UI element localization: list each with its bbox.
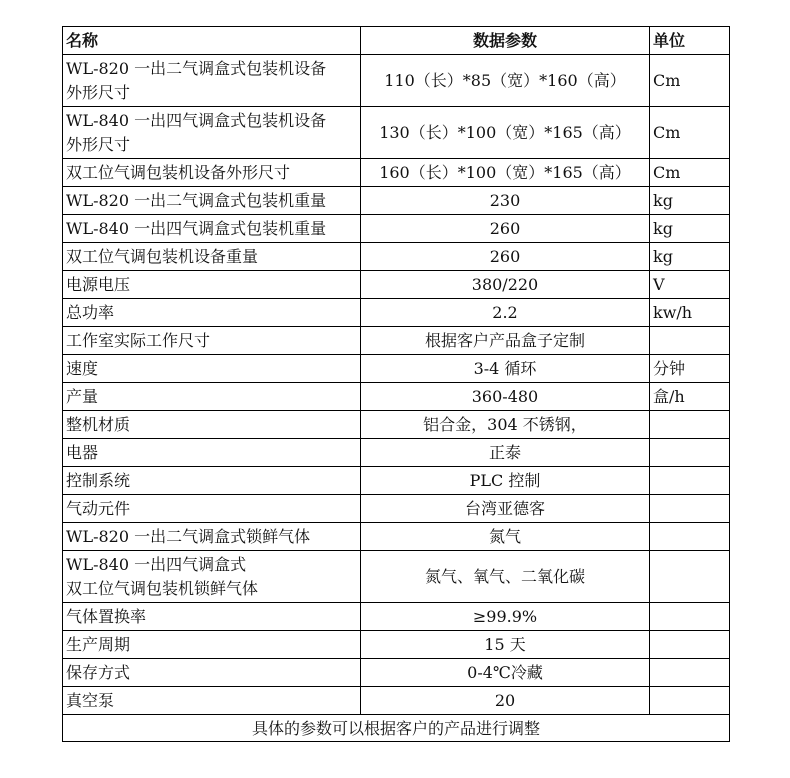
row-value: 铝合金，304 不锈钢，	[361, 411, 650, 439]
row-unit	[650, 439, 730, 467]
row-name	[63, 551, 361, 603]
row-value: 氮气、氧气、二氧化碳	[361, 551, 650, 603]
row-unit	[650, 327, 730, 355]
table-row	[63, 659, 730, 687]
table-row	[63, 439, 730, 467]
row-value: 230	[361, 187, 650, 215]
row-name: 总功率	[63, 299, 361, 327]
row-name-line: 双工位气调包装机锁鲜气体	[66, 578, 259, 598]
row-value: 360-480	[361, 383, 650, 411]
header-value: 数据参数	[361, 27, 650, 55]
table-row	[63, 215, 730, 243]
table-row	[63, 411, 730, 439]
row-value: 3-4 循环	[361, 355, 650, 383]
table-row	[63, 603, 730, 631]
row-name: 电源电压	[63, 271, 361, 299]
row-name: 整机材质	[63, 411, 361, 439]
row-value: ≥99.9%	[361, 603, 650, 631]
row-name: WL-840 一出四气调盒式包装机重量	[63, 215, 361, 243]
table-footer-row	[63, 715, 730, 742]
row-name	[63, 55, 361, 107]
row-value: 台湾亚德客	[361, 495, 650, 523]
row-value: 20	[361, 687, 650, 715]
spec-table	[62, 26, 730, 742]
row-name: 气体置换率	[63, 603, 361, 631]
table-row	[63, 467, 730, 495]
table-row	[63, 159, 730, 187]
row-unit: kg	[650, 215, 730, 243]
table-row	[63, 299, 730, 327]
row-value: 130（长）*100（宽）*165（高）	[361, 107, 650, 159]
row-unit	[650, 687, 730, 715]
row-unit: Cm	[650, 159, 730, 187]
row-name: 气动元件	[63, 495, 361, 523]
row-unit	[650, 603, 730, 631]
row-name: 控制系统	[63, 467, 361, 495]
row-unit: kw/h	[650, 299, 730, 327]
row-unit: 盒/h	[650, 383, 730, 411]
row-value: 380/220	[361, 271, 650, 299]
row-name: 双工位气调包装机设备重量	[63, 243, 361, 271]
row-unit: Cm	[650, 55, 730, 107]
table-row	[63, 383, 730, 411]
row-unit	[650, 659, 730, 687]
row-name: 真空泵	[63, 687, 361, 715]
row-value: PLC 控制	[361, 467, 650, 495]
row-value: 15 天	[361, 631, 650, 659]
row-value: 260	[361, 215, 650, 243]
table-row	[63, 243, 730, 271]
table-row	[63, 523, 730, 551]
row-name: 速度	[63, 355, 361, 383]
header-name: 名称	[63, 27, 361, 55]
row-value: 2.2	[361, 299, 650, 327]
table-header-row	[63, 27, 730, 55]
row-name-line: WL-840 一出四气调盒式包装机设备	[66, 110, 327, 130]
row-value: 正泰	[361, 439, 650, 467]
row-name-line: 外形尺寸	[66, 134, 131, 154]
table-row	[63, 551, 730, 603]
row-value: 根据客户产品盒子定制	[361, 327, 650, 355]
row-name: WL-820 一出二气调盒式包装机重量	[63, 187, 361, 215]
row-name	[63, 107, 361, 159]
row-unit	[650, 631, 730, 659]
row-value: 260	[361, 243, 650, 271]
header-unit: 单位	[650, 27, 730, 55]
row-name-line: 外形尺寸	[66, 82, 131, 102]
table-row	[63, 55, 730, 107]
table-row	[63, 327, 730, 355]
row-unit	[650, 495, 730, 523]
row-unit: V	[650, 271, 730, 299]
table-row	[63, 271, 730, 299]
table-row	[63, 355, 730, 383]
row-unit: 分钟	[650, 355, 730, 383]
row-unit: kg	[650, 187, 730, 215]
table-row	[63, 687, 730, 715]
table-row	[63, 631, 730, 659]
row-name: 电器	[63, 439, 361, 467]
row-name: WL-820 一出二气调盒式锁鲜气体	[63, 523, 361, 551]
row-value: 氮气	[361, 523, 650, 551]
row-value: 160（长）*100（宽）*165（高）	[361, 159, 650, 187]
row-name: 保存方式	[63, 659, 361, 687]
row-unit: Cm	[650, 107, 730, 159]
table-row	[63, 495, 730, 523]
row-value: 110（长）*85（宽）*160（高）	[361, 55, 650, 107]
table-row	[63, 107, 730, 159]
row-name: 工作室实际工作尺寸	[63, 327, 361, 355]
row-value: 0-4℃冷藏	[361, 659, 650, 687]
row-name: 双工位气调包装机设备外形尺寸	[63, 159, 361, 187]
row-unit	[650, 523, 730, 551]
footer-note: 具体的参数可以根据客户的产品进行调整	[63, 715, 730, 742]
row-name: 生产周期	[63, 631, 361, 659]
row-unit	[650, 467, 730, 495]
row-unit	[650, 551, 730, 603]
row-unit	[650, 411, 730, 439]
row-unit: kg	[650, 243, 730, 271]
table-row	[63, 187, 730, 215]
row-name: 产量	[63, 383, 361, 411]
row-name-line: WL-820 一出二气调盒式包装机设备	[66, 58, 327, 78]
row-name-line: WL-840 一出四气调盒式	[66, 554, 247, 574]
